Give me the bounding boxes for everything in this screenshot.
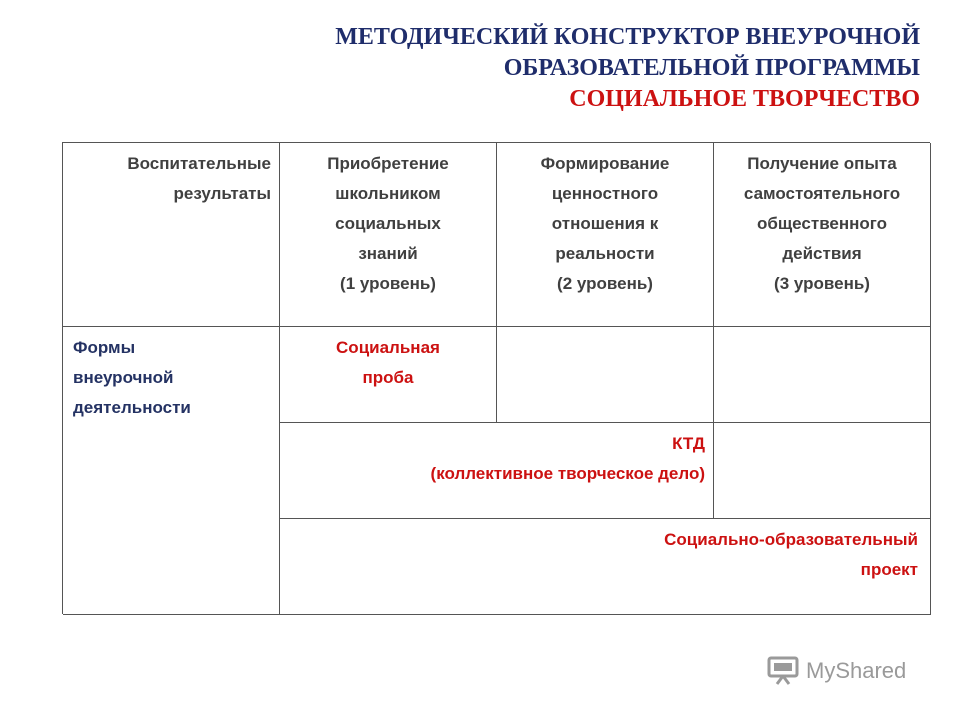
header-cell-level-3: Получение опыта самостоятельного общественного действия (3 уровень)	[714, 143, 931, 327]
title-line-3: СОЦИАЛЬНОЕ ТВОРЧЕСТВО	[569, 86, 920, 112]
constructor-table	[62, 142, 930, 614]
slide-title	[335, 22, 920, 115]
header-cell-results: Воспитательные результаты	[63, 143, 280, 327]
cell-social-probe: Социальная проба	[280, 327, 497, 423]
empty-cell	[714, 423, 931, 519]
cell-social-project: Социально-образовательный проект	[280, 519, 931, 615]
empty-cell	[497, 327, 714, 423]
title-line-1: МЕТОДИЧЕСКИЙ КОНСТРУКТОР ВНЕУРОЧНОЙ	[335, 24, 920, 50]
empty-cell	[714, 327, 931, 423]
header-cell-level-2: Формирование ценностного отношения к реальности (2 уровень)	[497, 143, 714, 327]
header-cell-level-1: Приобретение школьником социальных знаний (1 уровень)	[280, 143, 497, 327]
watermark	[766, 656, 906, 686]
presentation-icon	[766, 656, 800, 686]
cell-ktd: КТД (коллективное творческое дело)	[280, 423, 714, 519]
title-line-2: ОБРАЗОВАТЕЛЬНОЙ ПРОГРАММЫ	[503, 55, 920, 81]
row-label-forms: Формы внеурочной деятельности	[63, 327, 280, 615]
watermark-text: MyShared	[806, 658, 907, 683]
